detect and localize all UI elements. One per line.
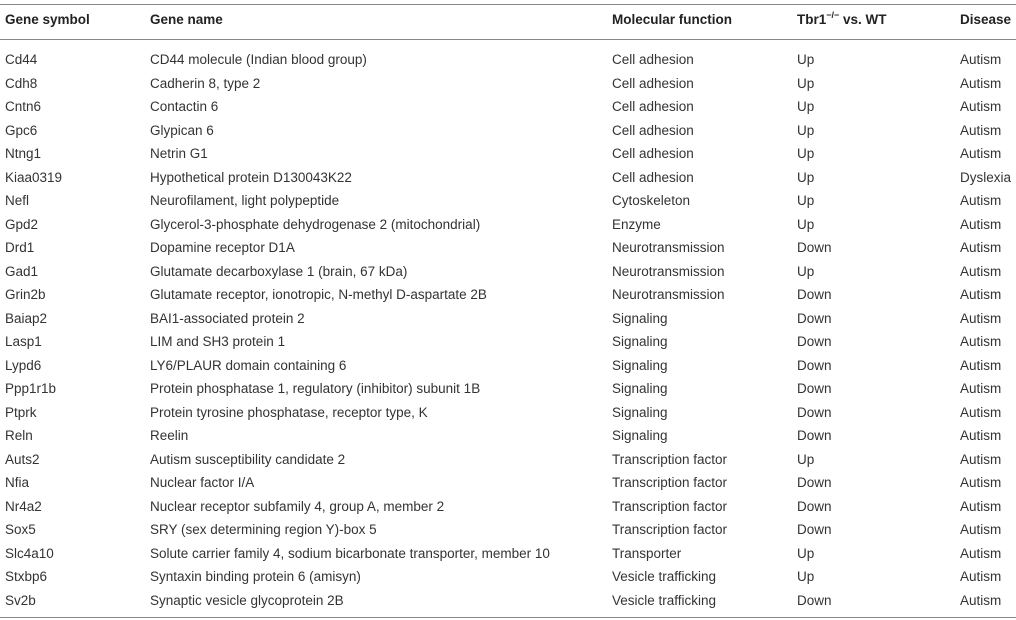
molecular-function-cell: Transcription factor	[612, 498, 728, 514]
molecular-function-cell: Neurotransmission	[612, 263, 725, 279]
molecular-function-cell: Cell adhesion	[612, 146, 694, 161]
header-comparison-gene: Tbr1	[797, 12, 827, 27]
molecular-function-cell: Cell adhesion	[612, 75, 694, 91]
gene-symbol-cell: Cdh8	[5, 75, 38, 91]
expression-change-cell: Down	[797, 428, 832, 443]
gene-name-cell: Dopamine receptor D1A	[150, 240, 295, 255]
expression-change-cell: Up	[797, 545, 815, 561]
expression-change-cell: Down	[797, 357, 832, 373]
gene-name-cell: Solute carrier family 4, sodium bicarbonate transporter, member 10	[150, 545, 550, 561]
gene-symbol-cell: Auts2	[5, 451, 40, 467]
gene-name-cell: Glutamate decarboxylase 1 (brain, 67 kDa)	[150, 263, 408, 279]
table-row	[0, 236, 1016, 260]
molecular-function-cell: Transcription factor	[612, 475, 728, 490]
molecular-function-cell: Signaling	[612, 310, 668, 326]
table-row	[0, 448, 1016, 472]
disease-cell: Autism	[960, 498, 1002, 514]
gene-symbol-cell: Ntng1	[5, 146, 42, 161]
table-row	[0, 95, 1016, 119]
gene-name-cell: Neurofilament, light polypeptide	[150, 193, 340, 208]
gene-symbol-cell: Nefl	[5, 193, 30, 208]
table-row	[0, 377, 1016, 401]
disease-cell: Autism	[960, 428, 1002, 443]
expression-change-cell: Down	[797, 287, 832, 302]
table-row	[0, 189, 1016, 213]
gene-name-cell: Cadherin 8, type 2	[150, 75, 261, 91]
expression-change-cell: Up	[797, 75, 815, 91]
molecular-function-cell: Transcription factor	[612, 522, 728, 537]
header-comparison-genotype: −/−	[826, 10, 840, 20]
disease-cell: Autism	[960, 216, 1002, 232]
table-row	[0, 589, 1016, 613]
gene-name-cell: Reelin	[150, 428, 189, 443]
gene-name-cell: Nuclear receptor subfamily 4, group A, member 2	[150, 498, 445, 514]
gene-name-cell: Protein phosphatase 1, regulatory (inhibitor) subunit 1B	[150, 381, 481, 396]
disease-cell: Autism	[960, 75, 1002, 91]
molecular-function-cell: Vesicle trafficking	[612, 592, 717, 608]
expression-change-cell: Down	[797, 404, 832, 420]
disease-cell: Autism	[960, 451, 1002, 467]
expression-change-cell: Up	[797, 99, 815, 114]
header-comparison	[797, 5, 887, 39]
gene-symbol-cell: Ppp1r1b	[5, 381, 57, 396]
molecular-function-cell: Signaling	[612, 357, 668, 373]
table-row	[0, 354, 1016, 378]
table-row	[0, 142, 1016, 166]
disease-cell: Autism	[960, 52, 1002, 67]
molecular-function-cell: Signaling	[612, 381, 668, 396]
gene-name-cell: Netrin G1	[150, 146, 208, 161]
expression-change-cell: Up	[797, 122, 815, 138]
gene-name-cell: CD44 molecule (Indian blood group)	[150, 52, 367, 67]
molecular-function-cell: Cell adhesion	[612, 169, 694, 185]
table-row	[0, 518, 1016, 542]
expression-change-cell: Down	[797, 592, 832, 608]
disease-cell: Autism	[960, 240, 1002, 255]
table-row	[0, 542, 1016, 566]
molecular-function-cell: Vesicle trafficking	[612, 569, 717, 584]
expression-change-cell: Up	[797, 263, 815, 279]
gene-symbol-cell: Drd1	[5, 240, 35, 255]
gene-name-cell: Glutamate receptor, ionotropic, N-methyl D-aspartate 2B	[150, 287, 487, 302]
disease-cell: Autism	[960, 357, 1002, 373]
disease-cell: Autism	[960, 334, 1002, 349]
molecular-function-cell: Cytoskeleton	[612, 193, 691, 208]
expression-change-cell: Down	[797, 334, 832, 349]
gene-name-cell: Contactin 6	[150, 99, 219, 114]
table-row	[0, 424, 1016, 448]
molecular-function-cell: Neurotransmission	[612, 240, 725, 255]
disease-cell: Autism	[960, 404, 1002, 420]
disease-cell: Autism	[960, 569, 1002, 584]
gene-symbol-cell: Cntn6	[5, 99, 42, 114]
disease-cell: Autism	[960, 193, 1002, 208]
disease-cell: Autism	[960, 592, 1002, 608]
table-header-rule	[0, 39, 1016, 40]
table-row	[0, 119, 1016, 143]
gene-name-cell: Synaptic vesicle glycoprotein 2B	[150, 592, 344, 608]
gene-symbol-cell: Cd44	[5, 52, 38, 67]
molecular-function-cell: Cell adhesion	[612, 122, 694, 138]
expression-change-cell: Down	[797, 498, 832, 514]
gene-name-cell: LY6/PLAUR domain containing 6	[150, 357, 347, 373]
header-disease: Disease	[960, 12, 1012, 27]
gene-name-cell: Nuclear factor I/A	[150, 475, 255, 490]
expression-change-cell: Up	[797, 169, 815, 185]
table-row	[0, 401, 1016, 425]
expression-change-cell: Up	[797, 146, 815, 161]
disease-cell: Autism	[960, 99, 1002, 114]
disease-cell: Autism	[960, 545, 1002, 561]
expression-change-cell: Up	[797, 569, 815, 584]
table-bottom-rule	[0, 617, 1016, 618]
gene-name-cell: Autism susceptibility candidate 2	[150, 451, 346, 467]
gene-symbol-cell: Nfia	[5, 475, 30, 490]
gene-symbol-cell: Lypd6	[5, 357, 42, 373]
expression-change-cell: Up	[797, 451, 815, 467]
gene-name-cell: Hypothetical protein D130043K22	[150, 169, 352, 185]
gene-symbol-cell: Sv2b	[5, 592, 36, 608]
disease-cell: Autism	[960, 263, 1002, 279]
gene-symbol-cell: Grin2b	[5, 287, 46, 302]
disease-cell: Autism	[960, 146, 1002, 161]
gene-symbol-cell: Stxbp6	[5, 569, 48, 584]
gene-symbol-cell: Lasp1	[5, 334, 42, 349]
table-row	[0, 307, 1016, 331]
gene-name-cell: Glycerol-3-phosphate dehydrogenase 2 (mitochondrial)	[150, 216, 481, 232]
gene-name-cell: Syntaxin binding protein 6 (amisyn)	[150, 569, 361, 584]
molecular-function-cell: Transcription factor	[612, 451, 728, 467]
disease-cell: Autism	[960, 522, 1002, 537]
molecular-function-cell: Signaling	[612, 334, 668, 349]
molecular-function-cell: Transporter	[612, 545, 682, 561]
molecular-function-cell: Enzyme	[612, 216, 661, 232]
expression-change-cell: Down	[797, 240, 832, 255]
disease-cell: Autism	[960, 310, 1002, 326]
gene-symbol-cell: Gpc6	[5, 122, 38, 138]
header-gene-symbol: Gene symbol	[5, 12, 90, 27]
table-body	[0, 48, 1016, 612]
gene-symbol-cell: Gad1	[5, 263, 39, 279]
gene-symbol-cell: Kiaa0319	[5, 169, 63, 185]
table-row	[0, 213, 1016, 237]
gene-name-cell: SRY (sex determining region Y)-box 5	[150, 522, 377, 537]
gene-symbol-cell: Reln	[5, 428, 33, 443]
header-gene-name: Gene name	[150, 12, 223, 27]
gene-symbol-cell: Baiap2	[5, 310, 48, 326]
disease-cell: Autism	[960, 122, 1002, 138]
disease-cell: Autism	[960, 287, 1002, 302]
gene-name-cell: Protein tyrosine phosphatase, receptor type, K	[150, 404, 428, 420]
gene-symbol-cell: Ptprk	[5, 404, 37, 420]
expression-change-cell: Up	[797, 193, 815, 208]
table-row	[0, 260, 1016, 284]
gene-symbol-cell: Nr4a2	[5, 498, 42, 514]
gene-name-cell: Glypican 6	[150, 122, 214, 138]
table-row	[0, 283, 1016, 307]
molecular-function-cell: Cell adhesion	[612, 52, 694, 67]
expression-change-cell: Down	[797, 381, 832, 396]
gene-symbol-cell: Sox5	[5, 522, 36, 537]
disease-cell: Dyslexia	[960, 169, 1012, 185]
molecular-function-cell: Signaling	[612, 428, 668, 443]
table-row	[0, 565, 1016, 589]
header-molecular-function: Molecular function	[612, 12, 733, 27]
table-row	[0, 495, 1016, 519]
gene-name-cell: LIM and SH3 protein 1	[150, 334, 286, 349]
table-row	[0, 471, 1016, 495]
gene-symbol-cell: Slc4a10	[5, 545, 54, 561]
expression-change-cell: Up	[797, 52, 815, 67]
disease-cell: Autism	[960, 475, 1002, 490]
gene-symbol-cell: Gpd2	[5, 216, 39, 232]
molecular-function-cell: Cell adhesion	[612, 99, 694, 114]
table-row	[0, 330, 1016, 354]
disease-cell: Autism	[960, 381, 1002, 396]
table-row	[0, 48, 1016, 72]
molecular-function-cell: Neurotransmission	[612, 287, 725, 302]
header-comparison-suffix: vs. WT	[839, 12, 887, 27]
expression-change-cell: Down	[797, 475, 832, 490]
gene-name-cell: BAI1-associated protein 2	[150, 310, 305, 326]
molecular-function-cell: Signaling	[612, 404, 668, 420]
expression-change-cell: Down	[797, 310, 832, 326]
expression-change-cell: Up	[797, 216, 815, 232]
table-row	[0, 166, 1016, 190]
table-header-row	[0, 5, 1016, 39]
table-row	[0, 72, 1016, 96]
expression-change-cell: Down	[797, 522, 832, 537]
